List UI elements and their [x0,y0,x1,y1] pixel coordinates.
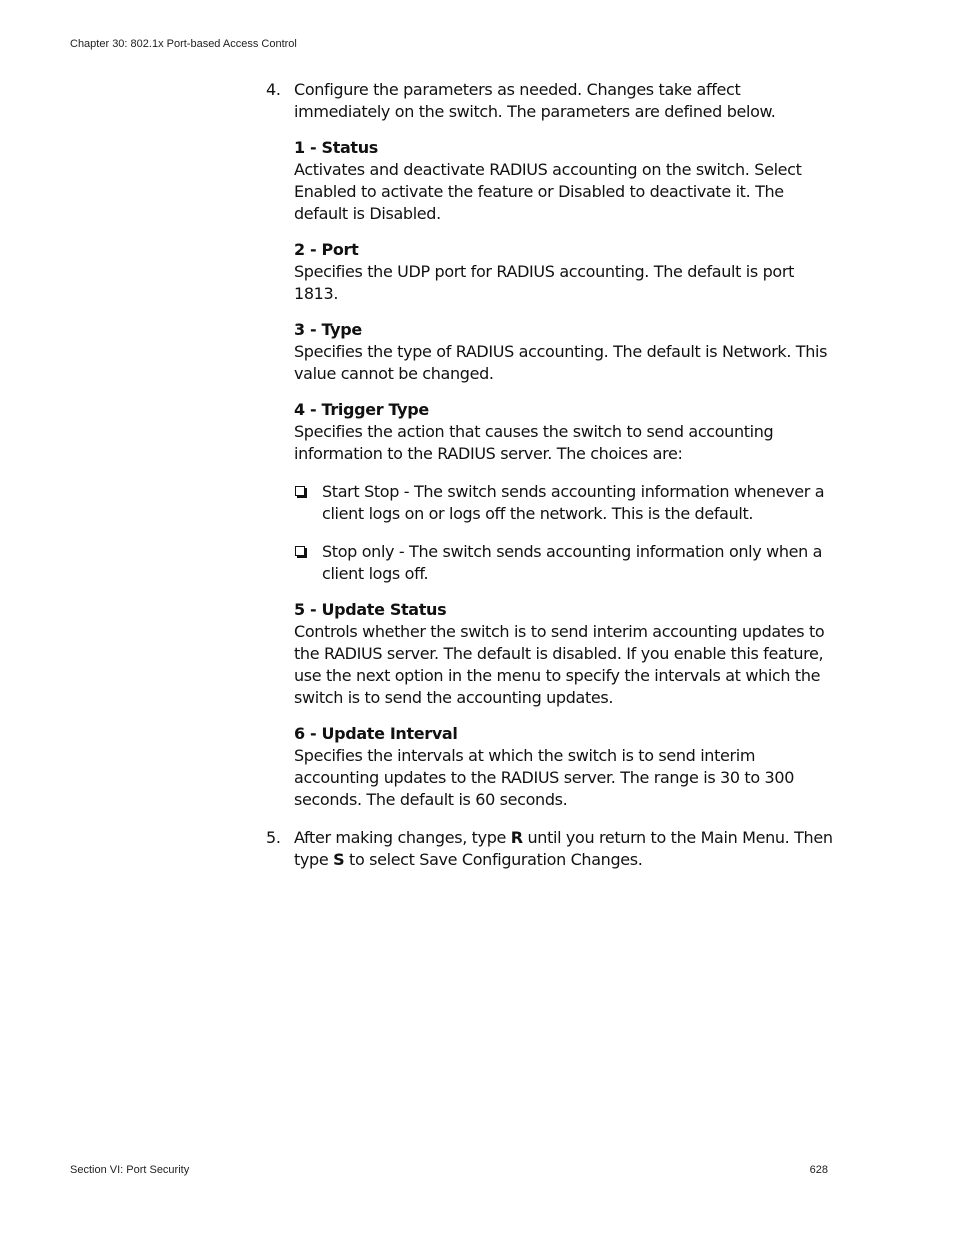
parameter-description: Controls whether the switch is to send interim accounting updates to the RADIUS server. The default is disabled. If you enable this feature, use the next option in the menu to specify the intervals at which the switch is to send the accounting updates. [294,622,825,707]
parameter-update-interval [294,723,836,811]
parameter-description: Specifies the UDP port for RADIUS accounting. The default is port 1813. [294,262,795,303]
checkbox-bullet-icon [295,486,305,496]
step-4 [266,79,836,811]
step-text-part: to select Save Configuration Changes. [344,850,643,869]
parameter-update-status [294,599,836,709]
step-text: Configure the parameters as needed. Changes take affect immediately on the switch. The parameters are defined below. [294,80,776,121]
list-item [294,481,836,525]
parameter-description: Specifies the intervals at which the switch is to send interim accounting updates to the RADIUS server. The range is 30 to 300 seconds. The default is 60 seconds. [294,746,795,809]
checkbox-bullet-icon [295,546,305,556]
step-text-part: After making changes, type [294,828,511,847]
key-r: R [510,828,523,847]
parameter-description: Activates and deactivate RADIUS accounting on the switch. Select Enabled to activate the feature or Disabled to deactivate it. The default is Disabled. [294,160,802,223]
parameter-description: Specifies the type of RADIUS accounting. The default is Network. This value cannot be changed. [294,342,828,383]
step-text [294,827,836,871]
parameter-status [294,137,836,225]
list-item [294,541,836,585]
choice-text: Start Stop - The switch sends accounting information whenever a client logs on or logs off the network. This is the default. [322,482,825,523]
parameter-heading: 4 - Trigger Type [294,400,429,419]
parameter-port [294,239,836,305]
page-content [266,79,836,871]
trigger-choices-list [294,481,836,585]
parameter-description: Specifies the action that causes the switch to send accounting information to the RADIUS server. The choices are: [294,422,774,463]
parameter-type [294,319,836,385]
running-header: Chapter 30: 802.1x Port-based Access Control [70,38,297,50]
footer-section: Section VI: Port Security [70,1164,190,1176]
page-number: 628 [809,1164,828,1176]
step-number: 4. [266,80,281,99]
parameter-heading: 2 - Port [294,240,359,259]
key-s: S [333,850,345,869]
step-5 [266,827,836,871]
parameter-heading: 6 - Update Interval [294,724,458,743]
parameter-trigger-type [294,399,836,585]
parameter-heading: 1 - Status [294,138,378,157]
step-text-part: until you return to the Main Menu. Then type [294,828,833,869]
parameter-heading: 5 - Update Status [294,600,447,619]
choice-text: Stop only - The switch sends accounting information only when a client logs off. [322,542,823,583]
parameter-heading: 3 - Type [294,320,362,339]
step-number: 5. [266,828,281,847]
